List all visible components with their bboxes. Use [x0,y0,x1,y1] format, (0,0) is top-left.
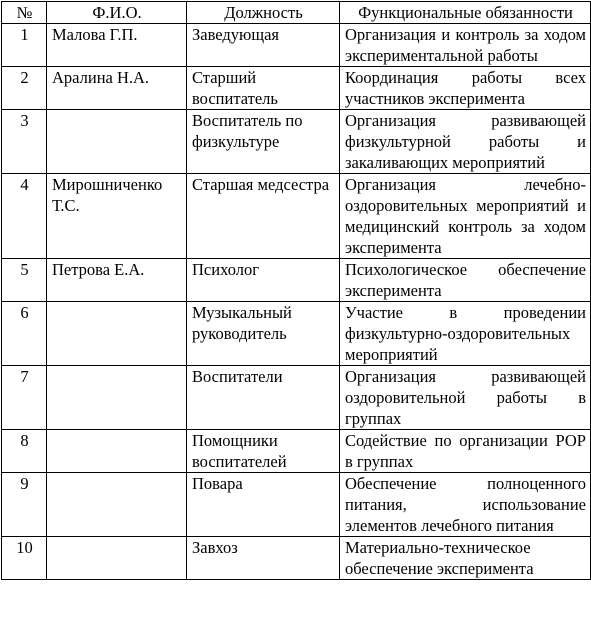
fio-cell: Аралина Н.А. [47,67,187,110]
position-cell: Повара [187,473,340,537]
duties-cell: Организация и контроль за ходом экспериментальной работы [340,24,591,67]
position-cell: Заведующая [187,24,340,67]
duties-cell: Материально-техническое обеспечение эксперимента [340,537,591,580]
num-cell: 5 [2,259,47,302]
duties-cell: Участие в проведении физкультурно-оздоровительных мероприятий [340,302,591,366]
table-row [2,110,591,174]
duties-cell: Обеспечение полноценного питания, использование элементов лечебного питания [340,473,591,537]
table-row [2,24,591,67]
num-cell: 6 [2,302,47,366]
duties-cell: Содействие по организации РОР в группах [340,430,591,473]
responsibilities-table [1,1,591,580]
fio-cell [47,366,187,430]
fio-cell [47,473,187,537]
fio-cell [47,302,187,366]
position-cell: Помощники воспитателей [187,430,340,473]
fio-cell: Петрова Е.А. [47,259,187,302]
table-row [2,67,591,110]
table-row [2,537,591,580]
num-cell: 10 [2,537,47,580]
position-cell: Психолог [187,259,340,302]
position-cell: Музыкальный руководитель [187,302,340,366]
table-row [2,430,591,473]
header-position: Должность [187,2,340,24]
table-row [2,174,591,259]
num-cell: 3 [2,110,47,174]
num-cell: 4 [2,174,47,259]
duties-cell: Координация работы всех участников эксперимента [340,67,591,110]
table-row [2,259,591,302]
num-cell: 7 [2,366,47,430]
table-row [2,473,591,537]
table-row [2,366,591,430]
num-cell: 9 [2,473,47,537]
fio-cell [47,430,187,473]
header-fio: Ф.И.О. [47,2,187,24]
header-row [2,2,591,24]
table-row [2,302,591,366]
fio-cell: Малова Г.П. [47,24,187,67]
duties-cell: Психологическое обеспечение эксперимента [340,259,591,302]
duties-cell: Организация развивающей физкультурной работы и закаливающих мероприятий [340,110,591,174]
duties-cell: Организация лечебно-оздоровительных мероприятий и медицинский контроль за ходом эксперимента [340,174,591,259]
num-cell: 8 [2,430,47,473]
fio-cell [47,537,187,580]
fio-cell: Мирошниченко Т.С. [47,174,187,259]
position-cell: Завхоз [187,537,340,580]
header-duties: Функциональные обязанности [340,2,591,24]
position-cell: Старший воспитатель [187,67,340,110]
duties-cell: Организация развивающей оздоровительной работы в группах [340,366,591,430]
position-cell: Старшая медсестра [187,174,340,259]
header-num: № [2,2,47,24]
position-cell: Воспитатели [187,366,340,430]
fio-cell [47,110,187,174]
position-cell: Воспитатель по физкультуре [187,110,340,174]
num-cell: 1 [2,24,47,67]
num-cell: 2 [2,67,47,110]
